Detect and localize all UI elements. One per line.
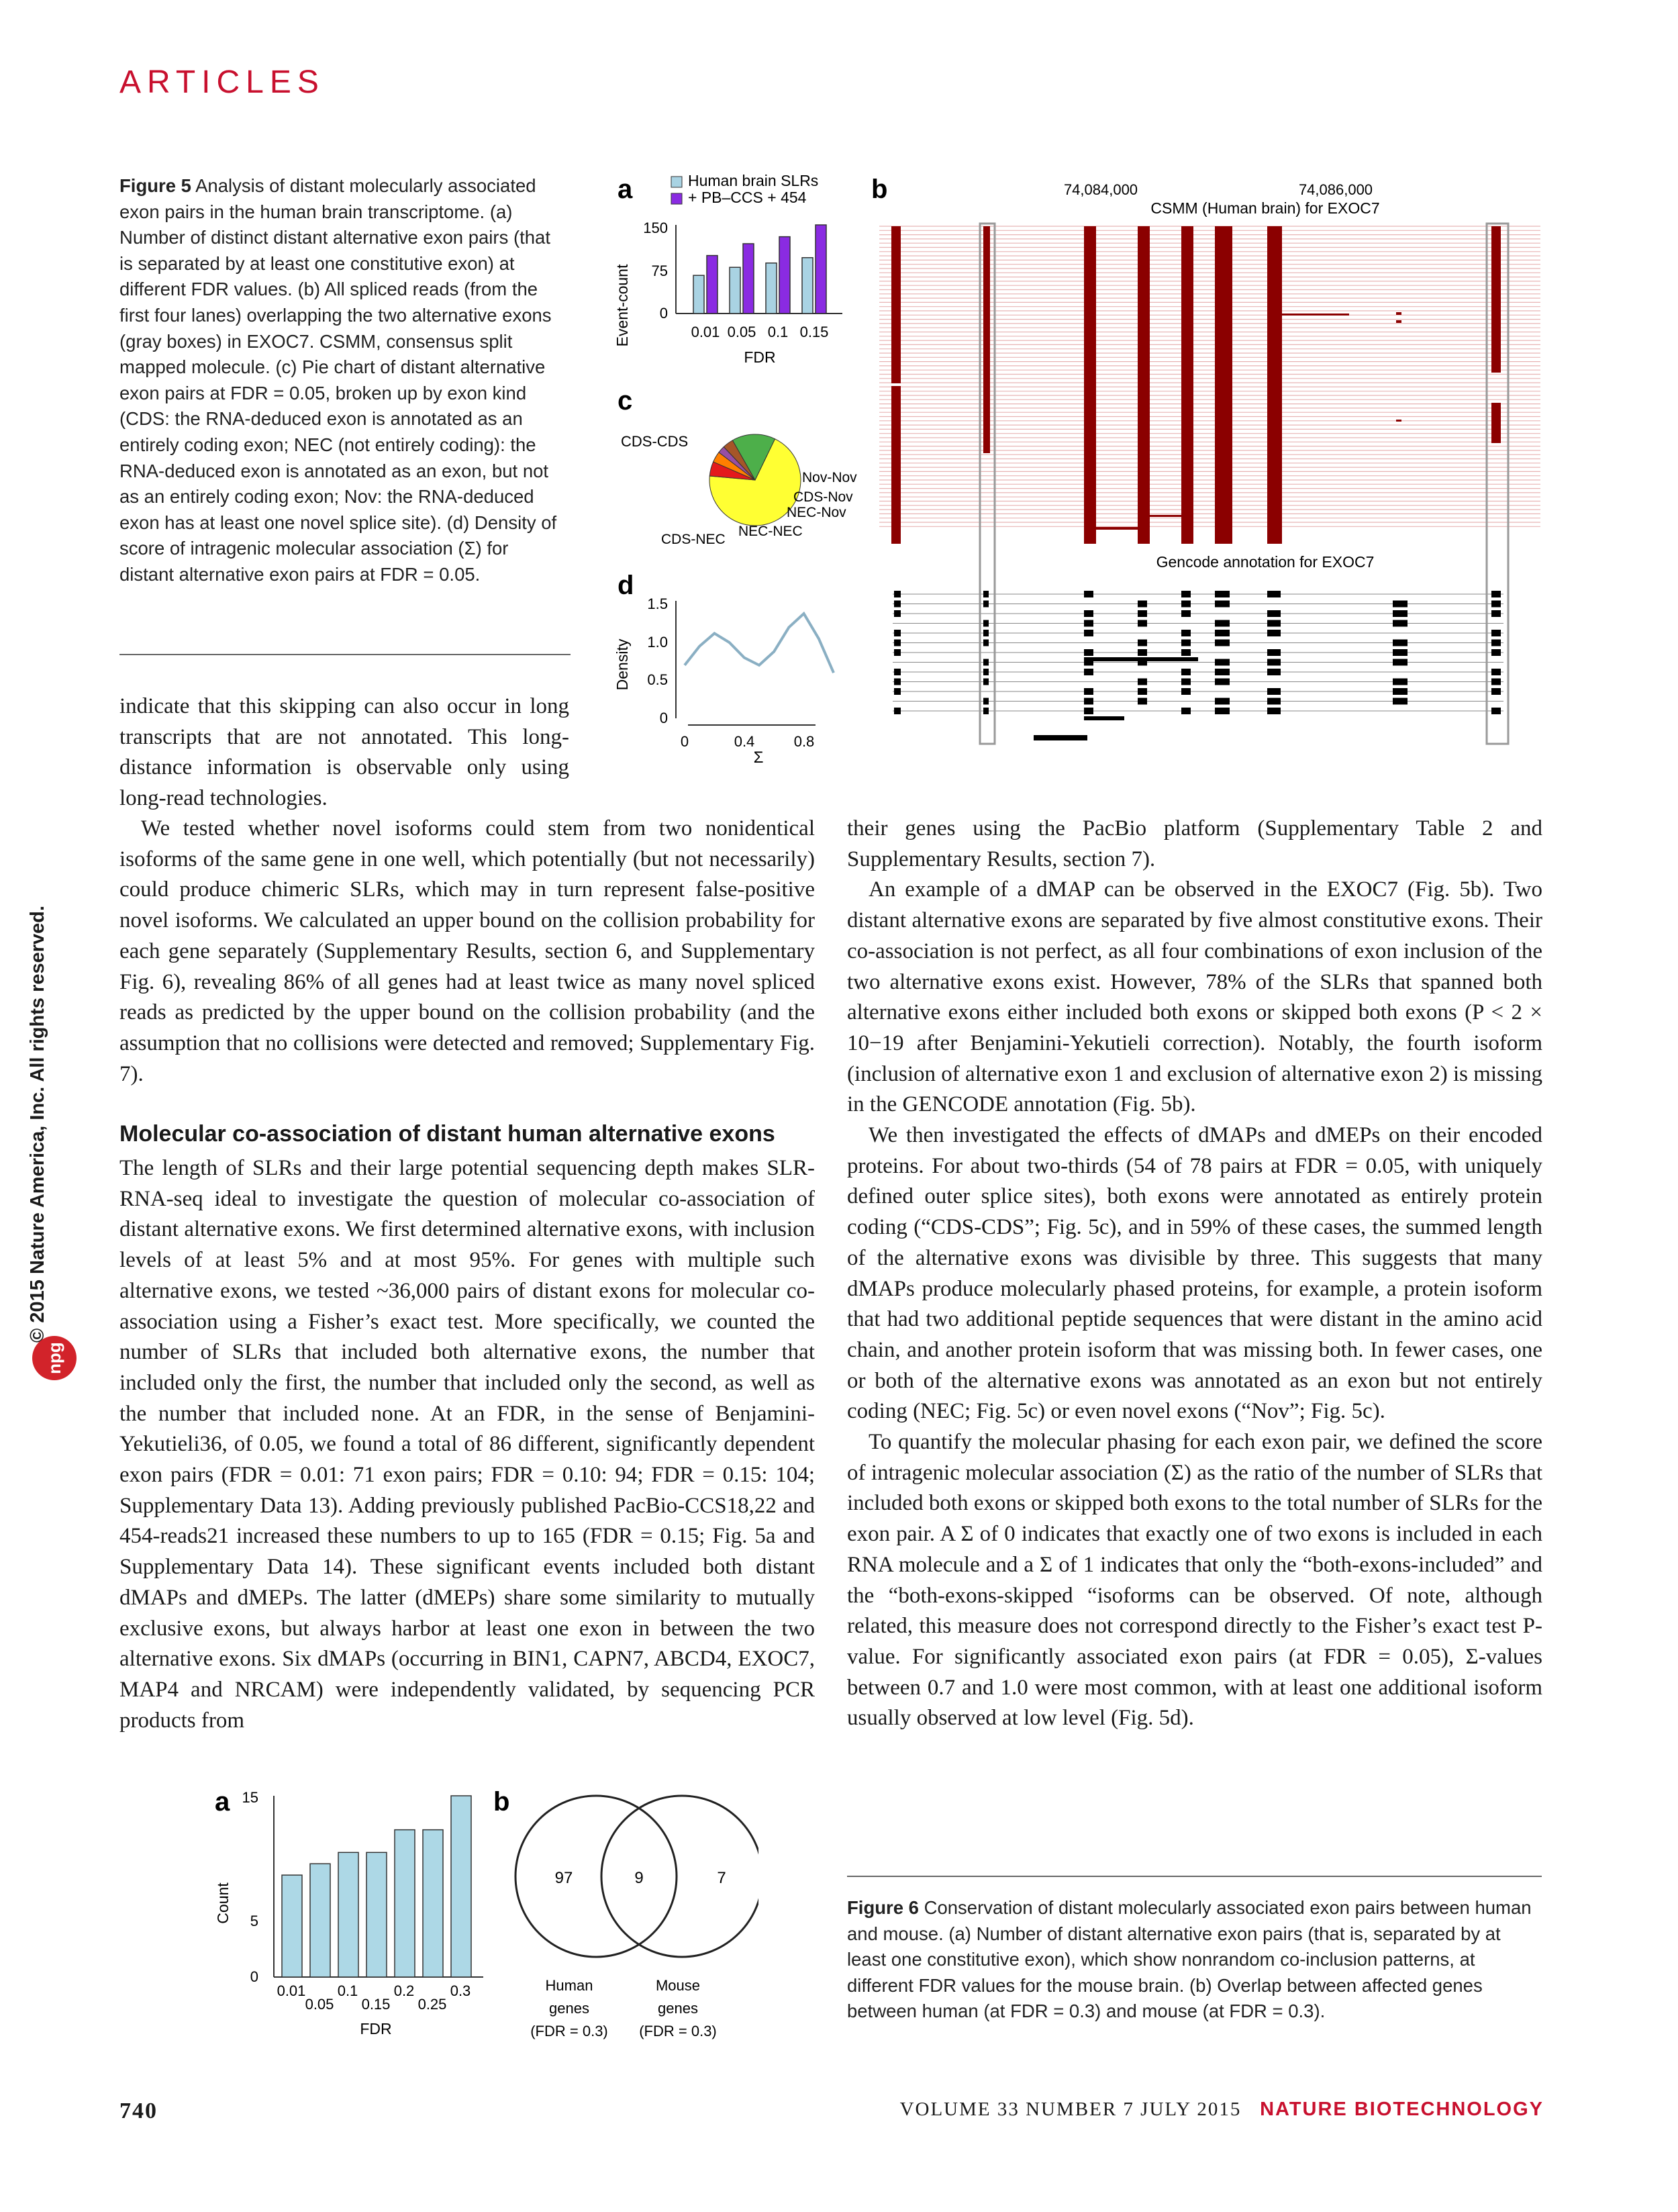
body-col2 — [847, 814, 1542, 1734]
annotation-exon — [1491, 688, 1501, 695]
paragraph: their genes using the PacBio platform (Supplementary Table 2 and Supplementary Results, section 7). — [847, 816, 1542, 871]
annotation-exon — [1181, 708, 1191, 714]
fig6a-xtick-0.2: 0.2 — [393, 1982, 415, 1999]
bar-0.01 — [282, 1875, 302, 1977]
annotation-exon — [1084, 688, 1093, 695]
body-col1-section — [119, 1153, 815, 1736]
annotation-exon — [1138, 688, 1147, 695]
annotation-exon — [1491, 708, 1501, 714]
annotation-exon — [983, 630, 989, 636]
read-span — [1396, 312, 1401, 315]
annotation-exon — [1393, 698, 1408, 705]
d-ylabel: Density — [613, 638, 631, 691]
annotation-exon — [1181, 601, 1191, 608]
panel-label-c: c — [618, 386, 633, 416]
bar--pb-ccs-454-0.01 — [707, 256, 718, 314]
annotation-exon — [1181, 630, 1191, 636]
figure6-caption-label: Figure 6 — [847, 1897, 919, 1918]
annotation-exon — [1084, 708, 1093, 714]
annotation-exon — [1215, 698, 1230, 705]
annotation-exon — [1491, 591, 1501, 597]
annotation-exon — [1393, 649, 1408, 656]
figure6-caption — [847, 1895, 1542, 2025]
annotation-exon — [894, 601, 901, 608]
annotation-exon — [894, 679, 901, 685]
d-xtick-0.4: 0.4 — [734, 733, 755, 750]
annotation-exon — [1267, 688, 1281, 695]
bar-0.25 — [423, 1830, 443, 1977]
annotation-exon — [1267, 649, 1281, 656]
spliced-reads — [879, 226, 1540, 544]
annotation-exon — [1084, 669, 1093, 675]
venn-human-label-2: genes — [549, 2000, 589, 2017]
annotation-exon — [983, 679, 989, 685]
fig6a-ylabel: Count — [214, 1882, 232, 1924]
venn-human-only: 97 — [554, 1869, 573, 1887]
density-curve — [685, 614, 834, 673]
annotation-exon — [1267, 630, 1281, 636]
page-number: 740 — [119, 2099, 158, 2123]
xtick-0.01: 0.01 — [691, 324, 720, 340]
venn-human-label-3: (FDR = 0.3) — [530, 2023, 608, 2039]
annotation-exon — [1267, 659, 1281, 666]
fig6a-xtick-0.01: 0.01 — [277, 1982, 306, 1999]
section-header: ARTICLES — [119, 64, 325, 100]
annotation-exon — [983, 601, 989, 608]
fig6-panel-label-b: b — [493, 1787, 510, 1817]
body-col1-top — [119, 691, 569, 814]
bar-0.05 — [310, 1864, 330, 1977]
bar-0.15 — [366, 1852, 387, 1977]
annotation-exon — [1267, 610, 1281, 617]
annotation-exon — [983, 620, 989, 627]
annotation-exon — [1393, 640, 1408, 646]
annotation-exon — [1084, 698, 1093, 705]
annotation-title: Gencode annotation for EXOC7 — [1156, 553, 1375, 571]
annotation-exon — [1138, 620, 1147, 627]
annotation-exon — [894, 669, 901, 675]
bar--pb-ccs-454-0.05 — [743, 244, 754, 314]
annotation-exon — [894, 708, 901, 714]
annotation-exon — [1084, 610, 1093, 617]
exon-block — [983, 226, 990, 453]
paragraph: indicate that this skipping can also occur in long transcripts that are not annotated. This long-distance information is observable only using long-read technologies. — [119, 694, 569, 811]
bar-human-brain-slrs-0.1 — [766, 263, 777, 314]
annotation-exon — [1181, 688, 1191, 695]
annotation-exon — [1084, 591, 1093, 597]
footer-journal — [900, 2099, 1544, 2121]
annotation-exon — [1084, 620, 1093, 627]
figure5c-chart — [601, 379, 862, 561]
xtick-0.05: 0.05 — [727, 324, 756, 340]
annotation-exon — [1181, 610, 1191, 617]
d-ytick-1.0: 1.0 — [647, 634, 668, 651]
exon-block — [1267, 226, 1282, 544]
fig6-panel-label-a: a — [215, 1787, 230, 1817]
footer-issue: VOLUME 33 NUMBER 7 JULY 2015 — [899, 2099, 1242, 2120]
ytick-75: 75 — [651, 262, 668, 279]
annotation-exon — [1491, 640, 1501, 646]
annotation-exon — [1215, 669, 1230, 675]
legend-swatch-pb — [671, 193, 682, 204]
ytick-150: 150 — [643, 220, 668, 236]
pie-label-nec-nov: NEC-Nov — [787, 505, 846, 520]
annotation-exon — [1267, 591, 1281, 597]
annotation-exon — [1138, 640, 1147, 646]
annotation-exon — [1215, 679, 1230, 685]
figure5a-chart — [601, 171, 862, 379]
annotation-exon — [1491, 669, 1501, 675]
venn-mouse-label-1: Mouse — [655, 1977, 701, 1994]
annotation-exon — [1393, 688, 1408, 695]
annotation-exon — [894, 610, 901, 617]
panel-label-a: a — [618, 175, 633, 204]
figure6-caption-text: Conservation of distant molecularly associated exon pairs between human and mouse. (a) Number of distant alternative exon pairs (that is, separated by at least one constitutive exon), which show nonrandom co-inclusion patterns, at different FDR values for the mouse brain. (b) Overlap between affected genes between human (at FDR = 0.3) and mouse (at FDR = 0.3). — [847, 1897, 1532, 2022]
d-ytick-0: 0 — [659, 710, 668, 726]
venn-mouse-label-2: genes — [658, 2000, 698, 2017]
figure6b-venn — [490, 1782, 758, 2064]
annotation-exon — [1393, 620, 1408, 627]
venn-human-label-1: Human — [545, 1977, 593, 1994]
paragraph: The length of SLRs and their large potential sequencing depth makes SLR-RNA-seq ideal to investigate the question of molecular co-association of distant alternative exons. We first determined alternative exons, with inclusion levels of at least 5% and at most 95%. For genes with multiple such alternative exons, we tested ~36,000 pairs of distant exons for molecular co-association using a Fisher’s exact test. More specifically, we counted the number of SLRs that included both alternative exons, the number that included only the first, the number that included only the second, as well as the number that included none. At an FDR, in the sense of Benjamini-Yekutieli36, of 0.05, we found a total of 86 different, significantly dependent exon pairs (FDR = 0.01: 71 exon pairs; FDR = 0.10: 94; FDR = 0.15: 104; Supplementary Data 13). Adding previously published PacBio-CCS18,22 and 454-reads21 increased these numbers to up to 165 (FDR = 0.15; Fig. 5a and Supplementary Data 14). These significant events included both distant dMAPs and dMEPs. The latter (dMEPs) share some similarity to mutually exclusive exons, but always harbor at least one exon in between the two alternative exons. Six dMAPs (occurring in BIN1, CAPN7, ABCD4, EXOC7, MAP4 and NRCAM) were independently validated, by sequencing PCR products from — [119, 1156, 815, 1733]
annotation-exon — [1138, 649, 1147, 656]
figure5d-chart — [601, 564, 862, 765]
annotation-exon — [894, 630, 901, 636]
paragraph: To quantify the molecular phasing for each exon pair, we defined the score of intragenic molecular association (Σ) as the ratio of the number of SLRs that included both exons or skipped both exons to the total number of SLRs for the exon pair. A Σ of 0 indicates that exactly one of two exons is included in each RNA molecule and a Σ of 1 indicates that only the “both-exons-included” and the “both-exons-skipped “isoforms can be observed. Of note, although related, this measure does not correspond directly to the Fisher’s exact test P-value. For significantly associated exon pairs (at FDR = 0.05), Σ-values between 0.7 and 1.0 were most common, with at least one additional isoform usually observed at low level (Fig. 5d). — [847, 1430, 1542, 1731]
pie-label-cds-nec: CDS-NEC — [661, 532, 726, 547]
annotation-exon — [1084, 657, 1198, 661]
exon-block — [1491, 226, 1501, 373]
figure5-caption-label: Figure 5 — [119, 175, 191, 196]
venn-mouse-only: 7 — [717, 1869, 726, 1887]
paragraph: An example of a dMAP can be observed in the EXOC7 (Fig. 5b). Two distant alternative exons are separated by five almost constitutive exons. Their co-association is not perfect, as all four combinations of exon inclusion of the two alternative exons exist. However, 78% of the SLRs that spanned both alternative exons either included both exons or skipped both exons (P < 2 × 10−19 after Benjamini-Yekutieli correction). Notably, the fourth isoform (inclusion of alternative exon 1 and exclusion of alternative exon 2) is missing in the GENCODE annotation (Fig. 5b). — [847, 877, 1542, 1117]
fig6a-xtick-0.05: 0.05 — [305, 1996, 334, 2013]
annotation-exon — [1215, 601, 1230, 608]
annotation-exon — [983, 659, 989, 666]
read-span — [1396, 320, 1401, 323]
annotation-exon — [983, 708, 989, 714]
fig6a-xlabel: FDR — [360, 2020, 392, 2037]
annotation-exon — [894, 591, 901, 597]
annotation-exon — [1393, 659, 1408, 666]
ylabel: Event-count — [613, 264, 631, 347]
panel-label-b: b — [871, 175, 888, 204]
annotation-exon — [1491, 601, 1501, 608]
footer-journal-name: NATURE BIOTECHNOLOGY — [1260, 2099, 1544, 2120]
annotation-exon — [1034, 735, 1087, 740]
annotation-exon — [1215, 659, 1230, 666]
venn-both: 9 — [634, 1869, 644, 1887]
annotation-exon — [1138, 610, 1147, 617]
caption2-divider — [847, 1876, 1542, 1877]
annotation-exon — [1393, 679, 1408, 685]
fig6a-ytick-5: 5 — [250, 1913, 258, 1929]
bar--pb-ccs-454-0.1 — [779, 237, 790, 314]
read-span — [1150, 515, 1181, 517]
coord-74086000: 74,086,000 — [1298, 181, 1373, 198]
annotation-exon — [1215, 630, 1230, 636]
annotation-exon — [1181, 649, 1191, 656]
annotation-exon — [1491, 679, 1501, 685]
annotation-exon — [1215, 591, 1230, 597]
caption-divider — [119, 654, 571, 655]
exon-block — [1215, 226, 1232, 544]
annotation-exon — [894, 649, 901, 656]
venn-human-circle — [515, 1796, 677, 1957]
annotation-exon — [1138, 601, 1147, 608]
fig6a-xtick-0.15: 0.15 — [361, 1996, 391, 2013]
d-xlabel: Σ — [753, 749, 764, 765]
annotation-exon — [1084, 630, 1093, 636]
annotation-exon — [1393, 601, 1408, 608]
annotation-exon — [1215, 620, 1230, 627]
fig6a-xtick-0.25: 0.25 — [417, 1996, 447, 2013]
bar-0.3 — [451, 1796, 471, 1977]
coord-74084000: 74,084,000 — [1063, 181, 1138, 198]
annotation-exon — [983, 669, 989, 675]
annotation-exon — [1084, 649, 1093, 656]
fig6a-ytick-0: 0 — [250, 1968, 258, 1985]
ytick-0: 0 — [659, 305, 668, 322]
venn-mouse-label-3: (FDR = 0.3) — [639, 2023, 717, 2039]
d-xtick-0: 0 — [680, 733, 689, 750]
read-gap — [879, 383, 980, 386]
legend-swatch-human — [671, 177, 682, 187]
annotation-exon — [1215, 640, 1230, 646]
d-ytick-0.5: 0.5 — [647, 671, 668, 688]
annotation-exon — [1181, 591, 1191, 597]
annotation-exon — [894, 640, 901, 646]
copyright-notice: © 2015 Nature America, Inc. All rights reserved. — [27, 905, 48, 1343]
section-heading: Molecular co-association of distant human alternative exons — [119, 1121, 775, 1147]
pie-label-cds-cds: CDS-CDS — [621, 433, 689, 450]
read-span — [1282, 314, 1349, 316]
d-xtick-0.8: 0.8 — [793, 733, 815, 750]
d-ytick-1.5: 1.5 — [647, 595, 668, 612]
bar-human-brain-slrs-0.05 — [730, 267, 740, 314]
annotation-exon — [1138, 679, 1147, 685]
fig6a-xtick-0.1: 0.1 — [337, 1982, 358, 1999]
bar--pb-ccs-454-0.15 — [816, 225, 826, 314]
legend-human: Human brain SLRs — [688, 172, 819, 189]
track-title: CSMM (Human brain) for EXOC7 — [1150, 199, 1380, 217]
exon-block — [1491, 403, 1501, 443]
figure5-caption — [119, 173, 562, 588]
figure5-caption-text: Analysis of distant molecularly associated exon pairs in the human brain transcriptome. (a) Number of distinct distant alternative exon pairs (that is separated by at least one constitutive exon) at different FDR values. (b) All spliced reads (from the first four lanes) overlapping the two alternative exons (gray boxes) in EXOC7. CSMM, consensus split mapped molecule. (c) Pie chart of distant alternative exon pairs at FDR = 0.05, broken up by exon kind (CDS: the RNA-deduced exon is annotated as an entirely coding exon; NEC (not entirely coding): the RNA-deduced exon is annotated as an exon, but not as an entirely coding exon; Nov: the RNA-deduced exon has at least one novel splice site). (d) Density of score of intragenic molecular association (Σ) for distant alternative exon pairs at FDR = 0.05. — [119, 175, 557, 585]
npg-logo: npg — [32, 1336, 77, 1380]
annotation-exon — [1181, 679, 1191, 685]
venn-mouse-circle — [601, 1796, 758, 1957]
paragraph: We tested whether novel isoforms could stem from two nonidentical isoforms of the same gene in one well, which potentially (but not necessarily) could produce chimeric SLRs, which may in turn represent false-positive novel isoforms. We calculated an upper bound on the collision probability for each gene separately (Supplementary Results, section 6, and Supplementary Fig. 6), revealing 86% of all genes had at least twice as many novel spliced reads as predicted by the upper bound on the collision probability (and the assumption that no collisions were detected and removed; Supplementary Fig. 7). — [119, 816, 815, 1086]
annotation-exon — [983, 591, 989, 597]
legend-pb: + PB–CCS + 454 — [688, 189, 807, 206]
panel-label-d: d — [618, 571, 634, 600]
annotation-exon — [1267, 708, 1281, 714]
exon-block — [1181, 226, 1193, 544]
exon-block — [1138, 226, 1150, 544]
annotation-exon — [1181, 640, 1191, 646]
annotation-exon — [1491, 610, 1501, 617]
annotation-exon — [1491, 630, 1501, 636]
pie-label-cds-nov: CDS-Nov — [793, 489, 853, 505]
annotation-exon — [1138, 698, 1147, 705]
pie-label-nov-nov: Nov-Nov — [802, 470, 857, 485]
exon-block — [1084, 226, 1096, 544]
bar-human-brain-slrs-0.15 — [802, 258, 813, 314]
annotation-exon — [1267, 669, 1281, 675]
bar-human-brain-slrs-0.01 — [693, 275, 704, 314]
annotation-exon — [983, 698, 989, 705]
pie-label-nec-nec: NEC-NEC — [738, 524, 803, 539]
annotation-exon — [1393, 610, 1408, 617]
fig6a-xtick-0.3: 0.3 — [450, 1982, 471, 1999]
read-span — [1396, 420, 1401, 422]
read-span — [1096, 527, 1138, 530]
annotation-exon — [894, 688, 901, 695]
gencode-annotation — [893, 591, 1503, 740]
annotation-exon — [1215, 708, 1230, 714]
annotation-exon — [983, 640, 989, 646]
annotation-exon — [1491, 649, 1501, 656]
bar-0.1 — [338, 1852, 358, 1977]
figure5b-track — [866, 171, 1550, 775]
body-col1 — [119, 814, 815, 1090]
annotation-exon — [1267, 698, 1281, 705]
figure6a-chart — [201, 1782, 483, 2064]
xtick-0.15: 0.15 — [799, 324, 829, 340]
annotation-exon — [1267, 620, 1281, 627]
xtick-0.1: 0.1 — [767, 324, 789, 340]
bar-0.2 — [395, 1830, 415, 1977]
annotation-exon — [1084, 716, 1124, 720]
annotation-exon — [1181, 669, 1191, 675]
paragraph: We then investigated the effects of dMAPs and dMEPs on their encoded proteins. For about two-thirds (54 of 78 pairs at FDR = 0.05, with uniquely defined outer splice sites), both exons were annotated as entirely protein coding (“CDS-CDS”; Fig. 5c), and in 59% of these cases, the summed length of the alternative exons was divisible by three. This suggests that many dMAPs produce molecularly phased proteins, for example, a protein isoform that had two additional peptide sequences that were distant in the amino acid chain, and another protein isoform that was missing both. In fewer cases, one or both of the alternative exons was annotated as an exon but not entirely coding (NEC; Fig. 5c) or even novel exons (“Nov”; Fig. 5c). — [847, 1123, 1542, 1424]
xlabel: FDR — [744, 348, 776, 366]
fig6a-ytick-15: 15 — [242, 1789, 258, 1806]
